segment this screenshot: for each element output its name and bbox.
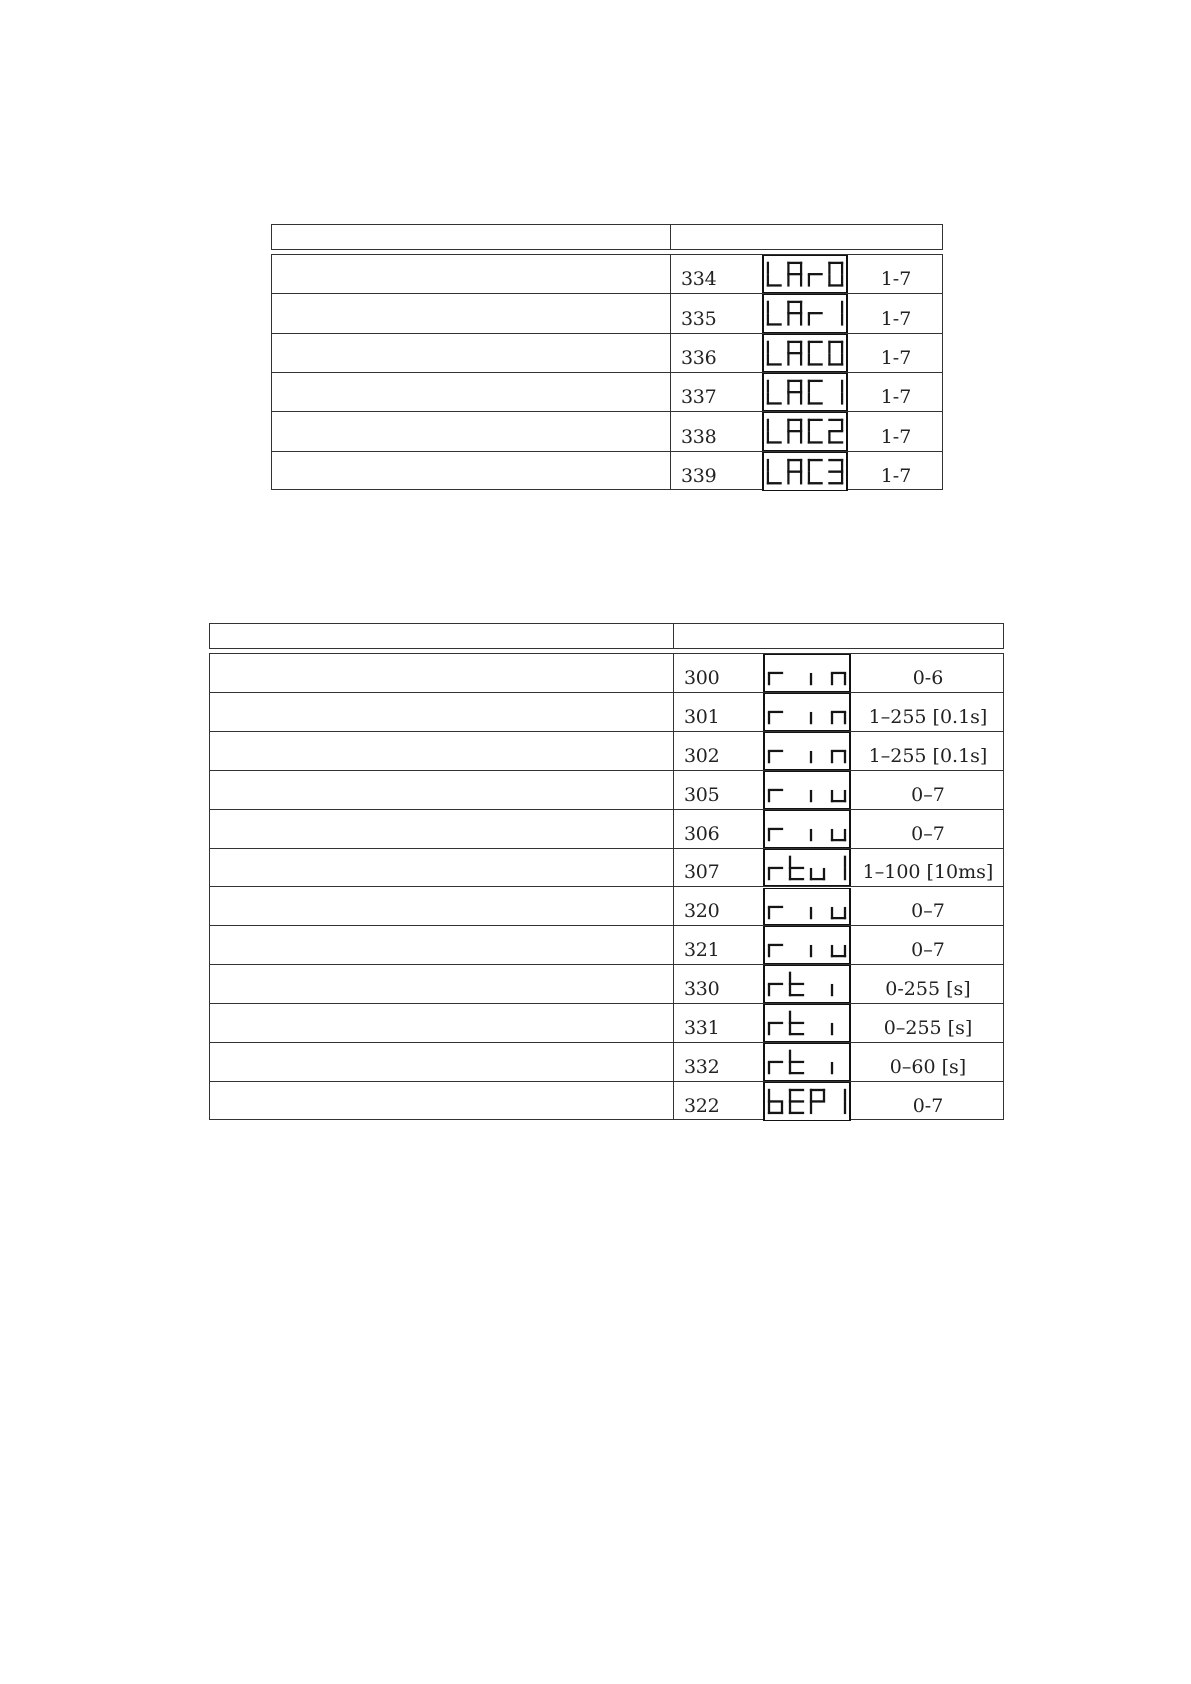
seven-segment-display (763, 926, 851, 964)
table-body (271, 254, 943, 490)
seven-segment-display (763, 1082, 851, 1121)
table-row-300 (210, 654, 1003, 693)
segment-g (768, 1022, 783, 1024)
segment-a (787, 380, 802, 382)
segment-d (828, 482, 843, 484)
parameter-range: 0–7 (911, 783, 945, 806)
parameter-number: 305 (684, 783, 720, 806)
parameter-number: 322 (684, 1094, 720, 1117)
segment-b (844, 855, 846, 867)
segment-g (810, 1100, 825, 1102)
segment-e (787, 313, 789, 325)
segment-f (787, 419, 789, 431)
segment-g (768, 983, 783, 985)
parameter-range: 0–7 (911, 939, 945, 962)
parameter-table-1 (271, 224, 943, 490)
parameter-number: 320 (684, 900, 720, 923)
segment-e (810, 673, 812, 685)
segment-g (831, 711, 846, 713)
segment-d (789, 994, 804, 996)
segment-f (828, 340, 830, 352)
segment-e (831, 712, 833, 724)
segment-b (841, 262, 843, 274)
seven-segment-display (763, 1043, 851, 1081)
segment-d (767, 482, 782, 484)
segment-d (831, 955, 846, 957)
segment-g (808, 273, 823, 275)
segment-b (800, 262, 802, 274)
segment-d (808, 363, 823, 365)
seven-segment-display (762, 452, 848, 491)
parameter-number: 301 (684, 705, 720, 728)
segment-d (831, 800, 846, 802)
segment-e (768, 751, 770, 763)
segment-e (787, 431, 789, 443)
segment-f (767, 262, 769, 274)
segment-e (810, 712, 812, 724)
segment-g (768, 750, 783, 752)
table-row-331 (210, 1004, 1003, 1043)
segment-e (768, 790, 770, 802)
table-row-302 (210, 732, 1003, 771)
table-row-301 (210, 693, 1003, 732)
parameter-number: 306 (684, 822, 720, 845)
segment-e (810, 1102, 812, 1115)
parameter-range: 1-7 (880, 425, 912, 448)
seven-segment-display (763, 888, 851, 926)
segment-d (831, 839, 846, 841)
segment-g (828, 430, 843, 432)
segment-a (828, 459, 843, 461)
segment-f (789, 1011, 791, 1023)
seven-segment-display (762, 255, 848, 293)
parameter-range: 1-7 (880, 268, 912, 291)
parameter-table-2 (209, 623, 1004, 1120)
segment-g (768, 905, 783, 907)
segment-f (787, 340, 789, 352)
segment-e (768, 945, 770, 957)
segment-f (787, 380, 789, 392)
segment-a (828, 340, 843, 342)
segment-c (844, 868, 846, 880)
segment-d (810, 878, 825, 880)
table-row-307 (210, 849, 1003, 888)
segment-a (787, 340, 802, 342)
segment-d (789, 1072, 804, 1074)
parameter-number: 331 (684, 1017, 720, 1040)
parameter-number: 321 (684, 939, 720, 962)
segment-a (808, 340, 823, 342)
segment-g (787, 312, 802, 314)
segment-d (828, 442, 843, 444)
segment-b (800, 380, 802, 392)
table-header (209, 623, 1004, 649)
seven-segment-display (762, 373, 848, 411)
segment-a (808, 419, 823, 421)
segment-e (828, 353, 830, 365)
segment-g (828, 470, 843, 472)
segment-d (767, 363, 782, 365)
table-row-335 (272, 294, 942, 333)
segment-f (768, 1089, 770, 1102)
table-row-330 (210, 965, 1003, 1004)
segment-b (841, 380, 843, 392)
segment-c (800, 471, 802, 484)
parameter-range: 1–100 [10ms] (862, 861, 994, 884)
segment-e (768, 906, 770, 918)
table-row-321 (210, 926, 1003, 965)
segment-e (768, 984, 770, 996)
parameter-range: 1–255 [0.1s] (868, 705, 988, 728)
segment-f (787, 262, 789, 274)
segment-b (841, 301, 843, 313)
segment-g (787, 430, 802, 432)
parameter-number: 307 (684, 861, 720, 884)
segment-b (844, 1089, 846, 1102)
segment-g (787, 391, 802, 393)
segment-a (808, 459, 823, 461)
parameter-range: 1-7 (880, 386, 912, 409)
seven-segment-display (763, 810, 851, 848)
parameter-number: 339 (681, 464, 717, 487)
seven-segment-display (763, 965, 851, 1003)
segment-f (789, 972, 791, 984)
segment-a (787, 262, 802, 264)
segment-a (808, 380, 823, 382)
segment-b (841, 340, 843, 352)
segment-b (841, 459, 843, 472)
segment-e (768, 1023, 770, 1035)
segment-d (831, 916, 846, 918)
parameter-range: 0–7 (911, 822, 945, 845)
segment-c (800, 431, 802, 443)
parameter-range: 0-255 [s] (885, 978, 971, 1001)
segment-e (787, 392, 789, 404)
segment-e (787, 471, 789, 484)
seven-segment-display (763, 732, 851, 770)
segment-g (768, 827, 783, 829)
segment-b (841, 419, 843, 431)
segment-d (767, 442, 782, 444)
segment-e (810, 751, 812, 763)
parameter-range: 1-7 (880, 307, 912, 330)
segment-e (768, 1062, 770, 1074)
segment-d (767, 324, 782, 326)
segment-g (787, 470, 802, 472)
segment-f (808, 419, 810, 431)
segment-c (844, 712, 846, 724)
parameter-range: 1-7 (880, 346, 912, 369)
parameter-range: 0–60 [s] (889, 1056, 967, 1079)
segment-d (789, 878, 804, 880)
segment-d (768, 1112, 783, 1114)
segment-d (828, 284, 843, 286)
segment-e (768, 673, 770, 685)
segment-f (810, 1089, 812, 1102)
segment-e (768, 868, 770, 880)
parameter-number: 330 (684, 978, 720, 1001)
segment-f (828, 262, 830, 274)
segment-f (808, 459, 810, 472)
segment-c (844, 673, 846, 685)
segment-e (828, 274, 830, 286)
segment-g (768, 789, 783, 791)
parameter-range: 0-6 (912, 666, 944, 689)
segment-e (768, 829, 770, 841)
segment-g (787, 352, 802, 354)
segment-e (831, 673, 833, 685)
table-row-332 (210, 1043, 1003, 1082)
parameter-number: 335 (681, 307, 717, 330)
segment-e (810, 906, 812, 918)
segment-g (768, 672, 783, 674)
segment-f (767, 301, 769, 313)
segment-c (800, 392, 802, 404)
table-row-305 (210, 771, 1003, 810)
seven-segment-display (762, 412, 848, 450)
segment-g (768, 711, 783, 713)
segment-c (844, 751, 846, 763)
segment-d (767, 284, 782, 286)
segment-f (767, 380, 769, 392)
segment-f (767, 419, 769, 431)
segment-e (787, 353, 789, 365)
segment-b (800, 419, 802, 431)
segment-f (789, 1050, 791, 1062)
segment-g (768, 1061, 783, 1063)
parameter-number: 334 (681, 268, 717, 291)
segment-e (831, 1023, 833, 1035)
segment-e (808, 313, 810, 325)
parameter-range: 0–255 [s] (883, 1017, 973, 1040)
segment-d (808, 442, 823, 444)
table-row-337 (272, 373, 942, 412)
segment-g (768, 944, 783, 946)
segment-e (831, 1062, 833, 1074)
segment-c (844, 1102, 846, 1115)
parameter-number: 332 (684, 1056, 720, 1079)
segment-e (787, 274, 789, 286)
segment-a (787, 419, 802, 421)
segment-e (810, 945, 812, 957)
parameter-number: 338 (681, 425, 717, 448)
segment-f (789, 1089, 791, 1102)
segment-g (787, 273, 802, 275)
seven-segment-display (763, 1004, 851, 1042)
seven-segment-display (763, 654, 851, 692)
seven-segment-display (762, 334, 848, 372)
segment-f (767, 340, 769, 352)
segment-b (800, 301, 802, 313)
parameter-number: 302 (684, 744, 720, 767)
segment-c (841, 392, 843, 404)
segment-a (828, 419, 843, 421)
table-row-320 (210, 888, 1003, 927)
segment-c (800, 274, 802, 286)
segment-d (808, 482, 823, 484)
table-row-338 (272, 412, 942, 451)
table-row-336 (272, 334, 942, 373)
segment-c (841, 313, 843, 325)
segment-e (831, 984, 833, 996)
segment-a (787, 301, 802, 303)
segment-b (800, 340, 802, 352)
segment-f (789, 855, 791, 867)
segment-g (808, 312, 823, 314)
segment-e (768, 712, 770, 724)
table-row-334 (272, 255, 942, 294)
segment-d (789, 1112, 804, 1114)
segment-f (808, 380, 810, 392)
parameter-range: 0-7 (912, 1094, 944, 1117)
segment-d (767, 402, 782, 404)
segment-a (787, 459, 802, 461)
table-header (271, 224, 943, 250)
segment-f (787, 459, 789, 472)
segment-d (789, 1033, 804, 1035)
table-row-339 (272, 452, 942, 491)
parameter-number: 336 (681, 346, 717, 369)
parameter-number: 337 (681, 386, 717, 409)
seven-segment-display (763, 849, 851, 887)
segment-e (808, 274, 810, 286)
table-row-306 (210, 810, 1003, 849)
segment-e (831, 751, 833, 763)
seven-segment-display (763, 771, 851, 809)
table-row-322 (210, 1082, 1003, 1121)
parameter-range: 1–255 [0.1s] (868, 744, 988, 767)
parameter-range: 0–7 (911, 900, 945, 923)
segment-e (810, 790, 812, 802)
parameter-range: 1-7 (880, 464, 912, 487)
segment-d (828, 363, 843, 365)
seven-segment-display (762, 294, 848, 332)
segment-f (808, 340, 810, 352)
segment-c (800, 313, 802, 325)
segment-e (810, 829, 812, 841)
segment-f (787, 301, 789, 313)
parameter-number: 300 (684, 666, 720, 689)
segment-g (831, 672, 846, 674)
segment-a (828, 262, 843, 264)
table-body (209, 653, 1004, 1120)
segment-b (800, 459, 802, 472)
seven-segment-display (763, 693, 851, 731)
segment-g (768, 866, 783, 868)
segment-f (767, 459, 769, 472)
segment-d (808, 402, 823, 404)
segment-b (823, 1089, 825, 1102)
segment-g (831, 750, 846, 752)
segment-c (800, 353, 802, 365)
